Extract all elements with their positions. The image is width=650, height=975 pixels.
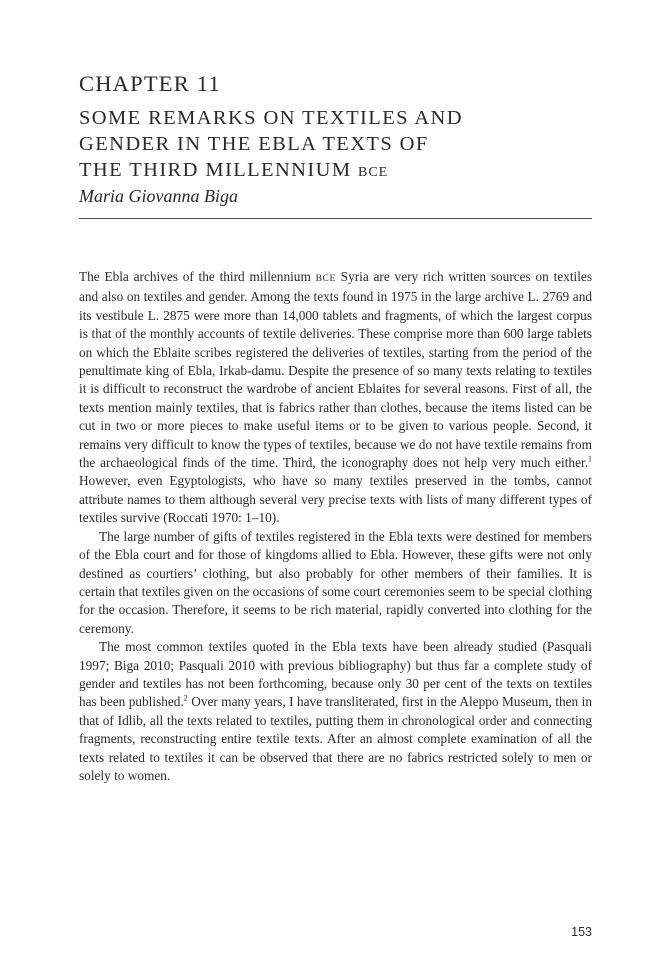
page-number: 153 xyxy=(571,925,592,939)
paragraph-2: The large number of gifts of textiles registered in the Ebla texts were destined for members of the Ebla court and for those of kingdoms allied to Ebla. However, these gifts were not only destined as courtiers’ clothing, but also probably for other members of their families. It is certain that textiles given on the occasions of some court ceremonies seem to be special clothing for the occasion. Therefore, it seems to be rich material, rapidly converted into clothing for the ceremony. xyxy=(79,528,592,636)
paragraph-1-part-a: The Ebla archives of the third millennium xyxy=(79,269,311,284)
footnote-ref-2[interactable]: 2 xyxy=(183,693,188,703)
footnote-ref-1[interactable]: 1 xyxy=(588,454,592,464)
chapter-title-line-3 xyxy=(79,157,594,186)
paragraph-1 xyxy=(79,268,592,528)
paragraph-3-part-b: Over many years, I have transliterated, first in the Aleppo Museum, then in that of Idlib, all the texts related to textiles, putting them in chronological order and connecting fragments, reconstructing entire textile texts. After an almost complete examination of all the texts related to textiles it can be observed that there are no fabrics restricted solely to men or solely to women. xyxy=(79,694,592,783)
era-small-caps: BCE xyxy=(357,165,389,180)
paragraph-1-era: BCE xyxy=(315,274,336,284)
paragraph-3-part-a: The most common textiles quoted in the Ebla texts have been already studied (Pasquali 1997; Biga 2010; Pasquali 2010 with previous bibliography) but thus far a complete study of gender and textiles has not been forthcoming, because only 30 per cent of the texts on textiles has been published. xyxy=(79,639,592,710)
chapter-title-line-2: GENDER IN THE EBLA TEXTS OF xyxy=(79,133,429,155)
paragraph-3 xyxy=(79,638,592,785)
paragraph-1-part-c: However, even Egyptologists, who have so many textiles preserved in the tombs, cannot attribute names to them although several very precise texts with lists of many different types of textiles survive (Roccati 1970: 1–10). xyxy=(79,473,592,526)
header-divider xyxy=(79,218,592,219)
chapter-title xyxy=(79,105,594,186)
paragraph-1-part-b: Syria are very rich written sources on textiles and also on textiles and gender. Among the texts found in 1975 in the large archive L. 2769 and its vestibule L. 2875 were more than 14,000 tablets and fragments, of which the largest corpus is that of the monthly accounts of textile deliveries. These comprise more than 600 large tablets on which the Eblaite scribes registered the deliveries of textiles, starting from the period of the penultimate king of Ebla, Irkab-damu. Despite the presence of so many texts relating to textiles it is difficult to reconstruct the wardrobe of ancient Eblaites for several reasons. First of all, the texts mention mainly textiles, that is fabrics rather than clothes, because the items listed can be cut in two or more pieces to make useful items or to be given to various people. Second, it remains very difficult to know the types of textiles, because we do not have textile remains from the archaeological finds of the time. Third, the iconography does not help very much either. xyxy=(79,269,593,471)
body-text xyxy=(79,268,592,785)
chapter-label: CHAPTER 11 xyxy=(79,71,221,96)
author-name: Maria Giovanna Biga xyxy=(79,186,238,206)
chapter-title-line-1: SOME REMARKS ON TEXTILES AND xyxy=(79,107,463,129)
chapter-title-line-3-main: THE THIRD MILLENNIUM xyxy=(79,159,352,181)
